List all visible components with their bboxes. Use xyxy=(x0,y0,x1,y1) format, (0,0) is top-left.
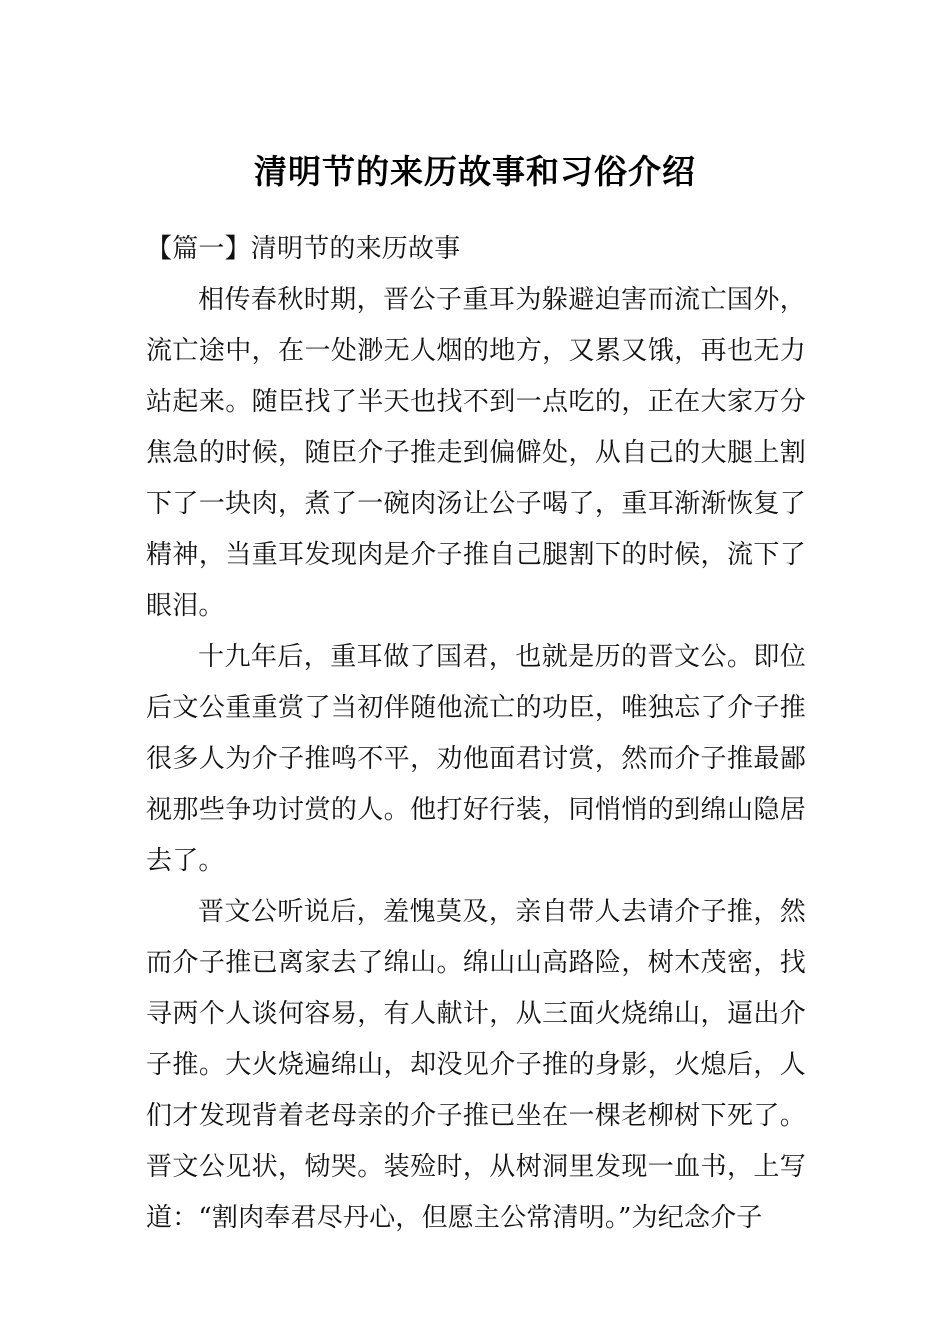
paragraph: 晋文公听说后，羞愧莫及，亲自带人去请介子推，然而介子推已离家去了绵山。绵山山高路险，树木茂密，找寻两个人谈何容易，有人献计，从三面火烧绵山，逼出介子推。大火烧遍绵山，却没见介子推的身影，火熄后，人们才发现背着老母亲的介子推已坐在一棵老柳树下死了。晋文公见状，恸哭。装殓时，从树洞里发现一血书，上写道：“割肉奉君尽丹心，但愿主公常清明。”为纪念介子 xyxy=(146,897,806,1233)
section-heading: 【篇一】清明节的来历故事 xyxy=(146,234,461,264)
paragraph: 相传春秋时期，晋公子重耳为躲避迫害而流亡国外，流亡途中，在一处渺无人烟的地方，又累又饿，再也无力站起来。随臣找了半天也找不到一点吃的，正在大家万分焦急的时候，随臣介子推走到偏僻处，从自己的大腿上割下了一块肉，煮了一碗肉汤让公子喝了，重耳渐渐恢复了精神，当重耳发现肉是介子推自己腿割下的时候，流下了眼泪。 xyxy=(146,285,806,621)
paragraph: 十九年后，重耳做了国君，也就是历的晋文公。即位后文公重重赏了当初伴随他流亡的功臣，唯独忘了介子推很多人为介子推鸣不平，劝他面君讨赏，然而介子推最鄙视那些争功讨赏的人。他打好行装，同悄悄的到绵山隐居去了。 xyxy=(146,642,806,876)
document-title: 清明节的来历故事和习俗介绍 xyxy=(254,152,696,192)
document-body xyxy=(146,224,806,1244)
